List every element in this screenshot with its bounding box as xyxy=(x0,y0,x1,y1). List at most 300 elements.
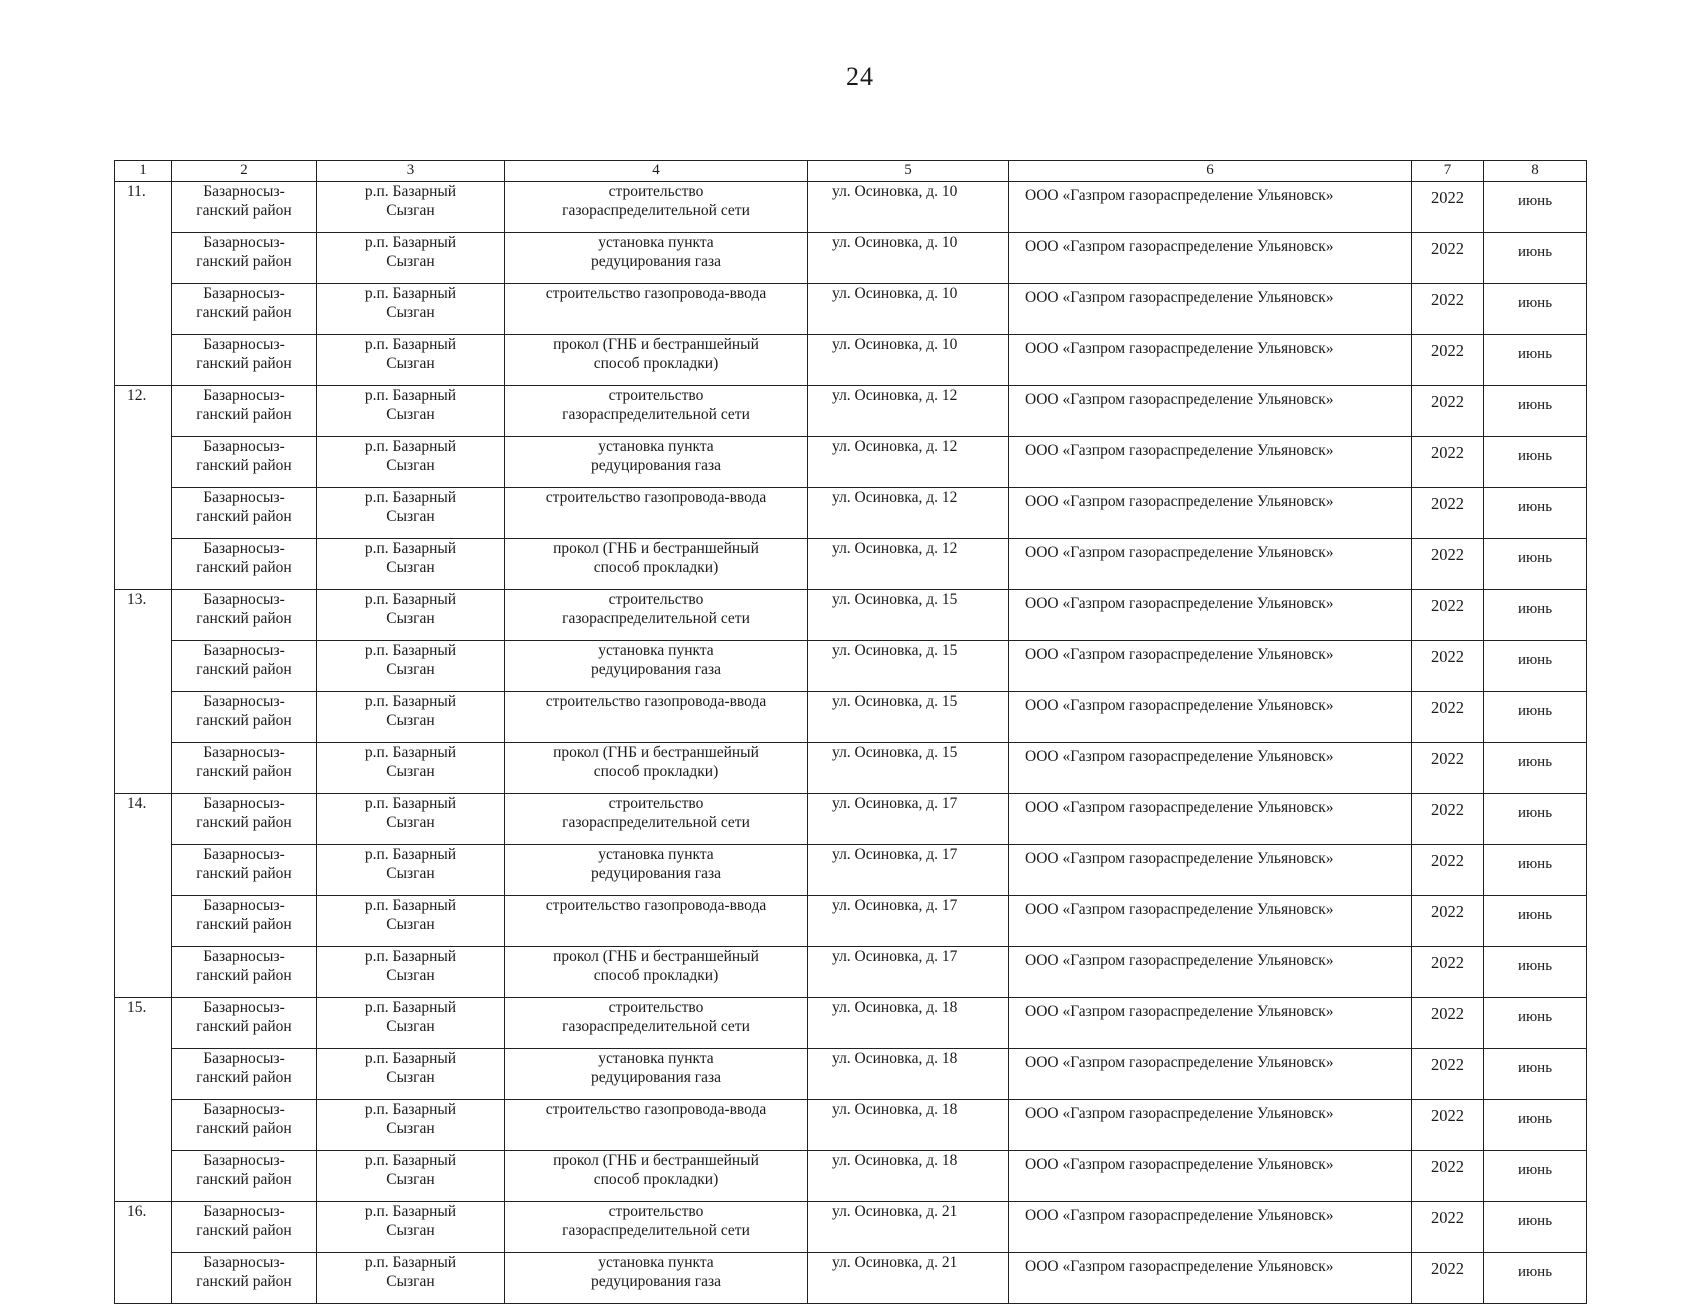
district-cell-line: ганский район xyxy=(196,253,292,270)
month-cell: июнь xyxy=(1484,1253,1587,1304)
year-cell: 2022 xyxy=(1412,233,1484,284)
district-cell-line: Базарносыз- xyxy=(203,1050,285,1067)
work-type-cell xyxy=(505,386,808,437)
settlement-cell-line: Сызган xyxy=(386,712,435,729)
group-number: 16. xyxy=(115,1202,172,1304)
district-cell-line: Базарносыз- xyxy=(203,642,285,659)
work-type-cell-line: способ прокладки) xyxy=(593,967,719,984)
work-type-cell xyxy=(505,335,808,386)
year-cell: 2022 xyxy=(1412,1253,1484,1304)
address-cell: ул. Осиновка, д. 17 xyxy=(808,947,1009,998)
organization-cell: ООО «Газпром газораспределение Ульяновск» xyxy=(1009,1100,1412,1151)
table-body xyxy=(115,182,1587,1304)
settlement-cell-line: р.п. Базарный xyxy=(364,540,457,557)
district-cell xyxy=(172,1202,317,1253)
settlement-cell-line: Сызган xyxy=(386,253,435,270)
settlement-cell-line: р.п. Базарный xyxy=(364,1050,457,1067)
work-type-cell-line: строительство xyxy=(608,387,704,404)
year-cell: 2022 xyxy=(1412,896,1484,947)
work-type-cell-line: строительство газопровода-ввода xyxy=(545,489,767,506)
settlement-cell-line: р.п. Базарный xyxy=(364,183,457,200)
year-cell: 2022 xyxy=(1412,1100,1484,1151)
work-type-cell xyxy=(505,488,808,539)
settlement-cell xyxy=(317,488,505,539)
organization-cell: ООО «Газпром газораспределение Ульяновск» xyxy=(1009,947,1412,998)
district-cell-line: ганский район xyxy=(196,865,292,882)
address-cell: ул. Осиновка, д. 18 xyxy=(808,1049,1009,1100)
organization-cell: ООО «Газпром газораспределение Ульяновск» xyxy=(1009,743,1412,794)
header-row xyxy=(115,161,1587,182)
work-type-cell-line: строительство xyxy=(608,591,704,608)
settlement-cell-line: Сызган xyxy=(386,1069,435,1086)
address-cell: ул. Осиновка, д. 15 xyxy=(808,590,1009,641)
address-cell: ул. Осиновка, д. 12 xyxy=(808,488,1009,539)
organization-cell: ООО «Газпром газораспределение Ульяновск» xyxy=(1009,335,1412,386)
settlement-cell xyxy=(317,335,505,386)
settlement-cell xyxy=(317,1253,505,1304)
table-row xyxy=(115,488,1587,539)
district-cell-line: ганский район xyxy=(196,1018,292,1035)
settlement-cell-line: Сызган xyxy=(386,610,435,627)
year-cell: 2022 xyxy=(1412,998,1484,1049)
address-cell: ул. Осиновка, д. 21 xyxy=(808,1202,1009,1253)
district-cell-line: Базарносыз- xyxy=(203,387,285,404)
district-cell xyxy=(172,1100,317,1151)
work-type-cell-line: способ прокладки) xyxy=(593,1171,719,1188)
district-cell-line: ганский район xyxy=(196,559,292,576)
schedule-table-container xyxy=(114,160,1586,1304)
address-cell: ул. Осиновка, д. 17 xyxy=(808,896,1009,947)
settlement-cell-line: р.п. Базарный xyxy=(364,897,457,914)
settlement-cell-line: Сызган xyxy=(386,814,435,831)
work-type-cell xyxy=(505,284,808,335)
work-type-cell-line: строительство газопровода-ввода xyxy=(545,693,767,710)
settlement-cell-line: р.п. Базарный xyxy=(364,693,457,710)
organization-cell: ООО «Газпром газораспределение Ульяновск» xyxy=(1009,590,1412,641)
table-row xyxy=(115,1202,1587,1253)
group-number: 15. xyxy=(115,998,172,1202)
work-type-cell xyxy=(505,1253,808,1304)
district-cell-line: Базарносыз- xyxy=(203,1152,285,1169)
district-cell-line: Базарносыз- xyxy=(203,795,285,812)
settlement-cell-line: Сызган xyxy=(386,967,435,984)
settlement-cell xyxy=(317,998,505,1049)
district-cell xyxy=(172,692,317,743)
settlement-cell-line: Сызган xyxy=(386,355,435,372)
settlement-cell-line: Сызган xyxy=(386,1120,435,1137)
settlement-cell-line: р.п. Базарный xyxy=(364,1203,457,1220)
work-type-cell-line: установка пункта xyxy=(598,846,714,863)
organization-cell: ООО «Газпром газораспределение Ульяновск» xyxy=(1009,437,1412,488)
district-cell xyxy=(172,794,317,845)
district-cell-line: Базарносыз- xyxy=(203,897,285,914)
district-cell-line: ганский район xyxy=(196,457,292,474)
settlement-cell xyxy=(317,896,505,947)
year-cell: 2022 xyxy=(1412,590,1484,641)
address-cell: ул. Осиновка, д. 12 xyxy=(808,386,1009,437)
work-type-cell-line: установка пункта xyxy=(598,234,714,251)
address-cell: ул. Осиновка, д. 17 xyxy=(808,845,1009,896)
work-type-cell-line: редуцирования газа xyxy=(591,457,721,474)
settlement-cell-line: р.п. Базарный xyxy=(364,1152,457,1169)
column-header: 6 xyxy=(1009,161,1412,182)
district-cell xyxy=(172,233,317,284)
work-type-cell xyxy=(505,1049,808,1100)
district-cell xyxy=(172,845,317,896)
work-type-cell xyxy=(505,743,808,794)
address-cell: ул. Осиновка, д. 18 xyxy=(808,1100,1009,1151)
work-type-cell xyxy=(505,1100,808,1151)
organization-cell: ООО «Газпром газораспределение Ульяновск» xyxy=(1009,539,1412,590)
district-cell xyxy=(172,998,317,1049)
column-header: 8 xyxy=(1484,161,1587,182)
table-row xyxy=(115,284,1587,335)
work-type-cell xyxy=(505,1202,808,1253)
settlement-cell-line: Сызган xyxy=(386,1273,435,1290)
organization-cell: ООО «Газпром газораспределение Ульяновск» xyxy=(1009,1253,1412,1304)
district-cell xyxy=(172,437,317,488)
work-type-cell xyxy=(505,794,808,845)
district-cell-line: Базарносыз- xyxy=(203,540,285,557)
settlement-cell-line: р.п. Базарный xyxy=(364,285,457,302)
work-type-cell-line: строительство xyxy=(608,1203,704,1220)
address-cell: ул. Осиновка, д. 15 xyxy=(808,641,1009,692)
address-cell: ул. Осиновка, д. 10 xyxy=(808,182,1009,233)
organization-cell: ООО «Газпром газораспределение Ульяновск» xyxy=(1009,845,1412,896)
work-type-cell xyxy=(505,947,808,998)
organization-cell: ООО «Газпром газораспределение Ульяновск» xyxy=(1009,488,1412,539)
district-cell-line: ганский район xyxy=(196,916,292,933)
work-type-cell-line: установка пункта xyxy=(598,1254,714,1271)
organization-cell: ООО «Газпром газораспределение Ульяновск» xyxy=(1009,794,1412,845)
group-number: 12. xyxy=(115,386,172,590)
district-cell-line: Базарносыз- xyxy=(203,591,285,608)
settlement-cell xyxy=(317,794,505,845)
column-header: 2 xyxy=(172,161,317,182)
district-cell-line: ганский район xyxy=(196,508,292,525)
settlement-cell-line: р.п. Базарный xyxy=(364,438,457,455)
year-cell: 2022 xyxy=(1412,335,1484,386)
month-cell: июнь xyxy=(1484,641,1587,692)
district-cell xyxy=(172,1151,317,1202)
month-cell: июнь xyxy=(1484,437,1587,488)
table-row xyxy=(115,743,1587,794)
group-number: 14. xyxy=(115,794,172,998)
organization-cell: ООО «Газпром газораспределение Ульяновск» xyxy=(1009,1202,1412,1253)
settlement-cell-line: Сызган xyxy=(386,202,435,219)
settlement-cell xyxy=(317,386,505,437)
group-number: 11. xyxy=(115,182,172,386)
column-header: 3 xyxy=(317,161,505,182)
work-type-cell-line: установка пункта xyxy=(598,1050,714,1067)
address-cell: ул. Осиновка, д. 10 xyxy=(808,335,1009,386)
settlement-cell xyxy=(317,233,505,284)
district-cell-line: ганский район xyxy=(196,355,292,372)
table-row xyxy=(115,692,1587,743)
month-cell: июнь xyxy=(1484,335,1587,386)
month-cell: июнь xyxy=(1484,284,1587,335)
settlement-cell-line: Сызган xyxy=(386,1171,435,1188)
district-cell-line: ганский район xyxy=(196,304,292,321)
work-type-cell-line: газораспределительной сети xyxy=(562,406,750,423)
district-cell-line: Базарносыз- xyxy=(203,1101,285,1118)
district-cell-line: ганский район xyxy=(196,712,292,729)
table-row xyxy=(115,896,1587,947)
district-cell xyxy=(172,284,317,335)
settlement-cell xyxy=(317,182,505,233)
work-type-cell-line: редуцирования газа xyxy=(591,253,721,270)
district-cell-line: Базарносыз- xyxy=(203,285,285,302)
settlement-cell xyxy=(317,641,505,692)
table-row xyxy=(115,335,1587,386)
address-cell: ул. Осиновка, д. 12 xyxy=(808,437,1009,488)
district-cell-line: ганский район xyxy=(196,661,292,678)
work-type-cell-line: газораспределительной сети xyxy=(562,610,750,627)
work-type-cell-line: редуцирования газа xyxy=(591,661,721,678)
month-cell: июнь xyxy=(1484,692,1587,743)
table-row xyxy=(115,1253,1587,1304)
settlement-cell xyxy=(317,1049,505,1100)
district-cell xyxy=(172,641,317,692)
settlement-cell-line: р.п. Базарный xyxy=(364,387,457,404)
table-row xyxy=(115,590,1587,641)
settlement-cell xyxy=(317,1202,505,1253)
year-cell: 2022 xyxy=(1412,539,1484,590)
work-type-cell-line: строительство xyxy=(608,183,704,200)
work-type-cell-line: прокол (ГНБ и бестраншейный xyxy=(553,540,759,557)
table-row xyxy=(115,947,1587,998)
district-cell-line: Базарносыз- xyxy=(203,948,285,965)
settlement-cell xyxy=(317,743,505,794)
work-type-cell-line: строительство xyxy=(608,999,704,1016)
settlement-cell-line: р.п. Базарный xyxy=(364,795,457,812)
district-cell-line: ганский район xyxy=(196,967,292,984)
district-cell-line: ганский район xyxy=(196,763,292,780)
work-type-cell-line: газораспределительной сети xyxy=(562,814,750,831)
settlement-cell-line: р.п. Базарный xyxy=(364,489,457,506)
month-cell: июнь xyxy=(1484,233,1587,284)
year-cell: 2022 xyxy=(1412,845,1484,896)
district-cell xyxy=(172,488,317,539)
month-cell: июнь xyxy=(1484,1202,1587,1253)
month-cell: июнь xyxy=(1484,947,1587,998)
district-cell xyxy=(172,896,317,947)
address-cell: ул. Осиновка, д. 18 xyxy=(808,1151,1009,1202)
year-cell: 2022 xyxy=(1412,641,1484,692)
year-cell: 2022 xyxy=(1412,1202,1484,1253)
table-row xyxy=(115,1151,1587,1202)
settlement-cell-line: р.п. Базарный xyxy=(364,948,457,965)
work-type-cell-line: строительство газопровода-ввода xyxy=(545,285,767,302)
organization-cell: ООО «Газпром газораспределение Ульяновск» xyxy=(1009,692,1412,743)
work-type-cell-line: редуцирования газа xyxy=(591,1069,721,1086)
month-cell: июнь xyxy=(1484,845,1587,896)
work-type-cell-line: редуцирования газа xyxy=(591,865,721,882)
district-cell-line: ганский район xyxy=(196,1171,292,1188)
settlement-cell-line: р.п. Базарный xyxy=(364,642,457,659)
month-cell: июнь xyxy=(1484,998,1587,1049)
district-cell-line: Базарносыз- xyxy=(203,183,285,200)
year-cell: 2022 xyxy=(1412,794,1484,845)
district-cell-line: ганский район xyxy=(196,1273,292,1290)
organization-cell: ООО «Газпром газораспределение Ульяновск» xyxy=(1009,896,1412,947)
table-row xyxy=(115,998,1587,1049)
address-cell: ул. Осиновка, д. 17 xyxy=(808,794,1009,845)
settlement-cell-line: Сызган xyxy=(386,1018,435,1035)
work-type-cell-line: газораспределительной сети xyxy=(562,202,750,219)
settlement-cell-line: Сызган xyxy=(386,304,435,321)
district-cell-line: ганский район xyxy=(196,1222,292,1239)
district-cell-line: Базарносыз- xyxy=(203,489,285,506)
district-cell xyxy=(172,743,317,794)
district-cell xyxy=(172,386,317,437)
month-cell: июнь xyxy=(1484,590,1587,641)
address-cell: ул. Осиновка, д. 12 xyxy=(808,539,1009,590)
district-cell-line: Базарносыз- xyxy=(203,336,285,353)
table-row xyxy=(115,845,1587,896)
year-cell: 2022 xyxy=(1412,182,1484,233)
address-cell: ул. Осиновка, д. 18 xyxy=(808,998,1009,1049)
column-header: 5 xyxy=(808,161,1009,182)
settlement-cell xyxy=(317,539,505,590)
district-cell-line: Базарносыз- xyxy=(203,744,285,761)
work-type-cell-line: прокол (ГНБ и бестраншейный xyxy=(553,1152,759,1169)
work-type-cell-line: прокол (ГНБ и бестраншейный xyxy=(553,948,759,965)
column-header: 1 xyxy=(115,161,172,182)
settlement-cell-line: р.п. Базарный xyxy=(364,1254,457,1271)
district-cell-line: Базарносыз- xyxy=(203,846,285,863)
work-type-cell xyxy=(505,539,808,590)
settlement-cell xyxy=(317,284,505,335)
work-type-cell-line: установка пункта xyxy=(598,642,714,659)
settlement-cell-line: Сызган xyxy=(386,865,435,882)
district-cell-line: ганский район xyxy=(196,814,292,831)
settlement-cell-line: р.п. Базарный xyxy=(364,591,457,608)
column-header: 7 xyxy=(1412,161,1484,182)
work-type-cell xyxy=(505,845,808,896)
settlement-cell xyxy=(317,1151,505,1202)
work-type-cell xyxy=(505,233,808,284)
district-cell-line: Базарносыз- xyxy=(203,438,285,455)
work-type-cell xyxy=(505,1151,808,1202)
settlement-cell xyxy=(317,845,505,896)
work-type-cell xyxy=(505,641,808,692)
work-type-cell-line: прокол (ГНБ и бестраншейный xyxy=(553,744,759,761)
settlement-cell-line: Сызган xyxy=(386,457,435,474)
district-cell xyxy=(172,182,317,233)
table-row xyxy=(115,1049,1587,1100)
table-row xyxy=(115,182,1587,233)
table-row xyxy=(115,233,1587,284)
year-cell: 2022 xyxy=(1412,1151,1484,1202)
settlement-cell xyxy=(317,692,505,743)
table-row xyxy=(115,641,1587,692)
month-cell: июнь xyxy=(1484,182,1587,233)
month-cell: июнь xyxy=(1484,743,1587,794)
settlement-cell-line: Сызган xyxy=(386,916,435,933)
settlement-cell-line: р.п. Базарный xyxy=(364,1101,457,1118)
year-cell: 2022 xyxy=(1412,1049,1484,1100)
district-cell-line: ганский район xyxy=(196,1069,292,1086)
work-type-cell xyxy=(505,590,808,641)
settlement-cell-line: р.п. Базарный xyxy=(364,336,457,353)
table-row xyxy=(115,794,1587,845)
table-row xyxy=(115,1100,1587,1151)
organization-cell: ООО «Газпром газораспределение Ульяновск» xyxy=(1009,1151,1412,1202)
settlement-cell-line: р.п. Базарный xyxy=(364,744,457,761)
address-cell: ул. Осиновка, д. 10 xyxy=(808,233,1009,284)
address-cell: ул. Осиновка, д. 21 xyxy=(808,1253,1009,1304)
month-cell: июнь xyxy=(1484,386,1587,437)
table-row xyxy=(115,386,1587,437)
year-cell: 2022 xyxy=(1412,386,1484,437)
district-cell xyxy=(172,1049,317,1100)
work-type-cell-line: прокол (ГНБ и бестраншейный xyxy=(553,336,759,353)
column-header: 4 xyxy=(505,161,808,182)
work-type-cell xyxy=(505,692,808,743)
work-type-cell xyxy=(505,998,808,1049)
district-cell xyxy=(172,590,317,641)
month-cell: июнь xyxy=(1484,896,1587,947)
district-cell xyxy=(172,947,317,998)
district-cell-line: Базарносыз- xyxy=(203,1254,285,1271)
organization-cell: ООО «Газпром газораспределение Ульяновск» xyxy=(1009,182,1412,233)
address-cell: ул. Осиновка, д. 15 xyxy=(808,743,1009,794)
work-type-cell-line: строительство газопровода-ввода xyxy=(545,897,767,914)
district-cell-line: ганский район xyxy=(196,406,292,423)
work-type-cell xyxy=(505,896,808,947)
settlement-cell-line: Сызган xyxy=(386,508,435,525)
work-type-cell-line: газораспределительной сети xyxy=(562,1018,750,1035)
month-cell: июнь xyxy=(1484,1049,1587,1100)
district-cell-line: Базарносыз- xyxy=(203,1203,285,1220)
year-cell: 2022 xyxy=(1412,284,1484,335)
work-type-cell-line: способ прокладки) xyxy=(593,559,719,576)
settlement-cell xyxy=(317,947,505,998)
year-cell: 2022 xyxy=(1412,692,1484,743)
district-cell xyxy=(172,1253,317,1304)
organization-cell: ООО «Газпром газораспределение Ульяновск» xyxy=(1009,641,1412,692)
district-cell-line: ганский район xyxy=(196,1120,292,1137)
organization-cell: ООО «Газпром газораспределение Ульяновск» xyxy=(1009,386,1412,437)
organization-cell: ООО «Газпром газораспределение Ульяновск» xyxy=(1009,1049,1412,1100)
settlement-cell-line: Сызган xyxy=(386,1222,435,1239)
month-cell: июнь xyxy=(1484,794,1587,845)
organization-cell: ООО «Газпром газораспределение Ульяновск» xyxy=(1009,284,1412,335)
district-cell-line: ганский район xyxy=(196,610,292,627)
settlement-cell-line: р.п. Базарный xyxy=(364,999,457,1016)
district-cell-line: Базарносыз- xyxy=(203,999,285,1016)
year-cell: 2022 xyxy=(1412,947,1484,998)
work-type-cell-line: строительство xyxy=(608,795,704,812)
settlement-cell xyxy=(317,590,505,641)
table-row xyxy=(115,437,1587,488)
work-type-cell-line: редуцирования газа xyxy=(591,1273,721,1290)
work-type-cell-line: установка пункта xyxy=(598,438,714,455)
settlement-cell-line: р.п. Базарный xyxy=(364,846,457,863)
year-cell: 2022 xyxy=(1412,743,1484,794)
district-cell xyxy=(172,539,317,590)
district-cell-line: ганский район xyxy=(196,202,292,219)
work-type-cell-line: газораспределительной сети xyxy=(562,1222,750,1239)
district-cell xyxy=(172,335,317,386)
settlement-cell-line: Сызган xyxy=(386,406,435,423)
settlement-cell-line: Сызган xyxy=(386,559,435,576)
settlement-cell-line: р.п. Базарный xyxy=(364,234,457,251)
month-cell: июнь xyxy=(1484,539,1587,590)
month-cell: июнь xyxy=(1484,1151,1587,1202)
work-type-cell-line: строительство газопровода-ввода xyxy=(545,1101,767,1118)
